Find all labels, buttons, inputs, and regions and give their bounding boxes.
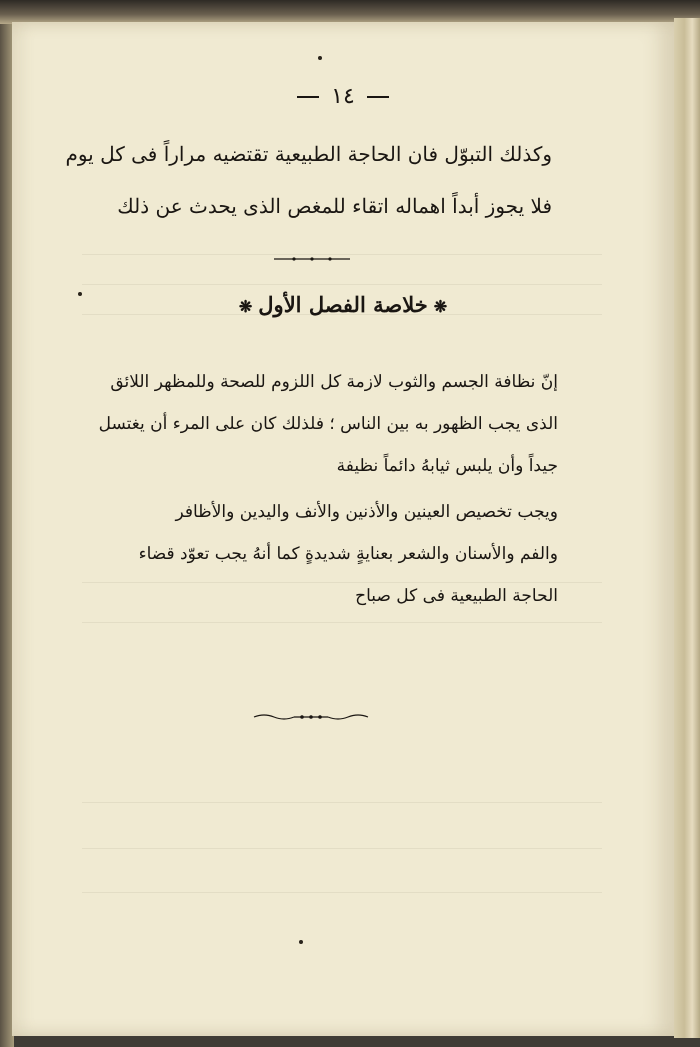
end-ornament — [252, 710, 370, 724]
summary-line-3: جيداً وأن يلبس ثيابهُ دائماً نظيفة — [336, 456, 558, 476]
section-heading-text: خلاصة الفصل الأول — [258, 292, 428, 317]
heading-ornament-icon: ❋ — [433, 297, 448, 316]
summary-line-5: والفم والأسنان والشعر بعنايةٍ شديدةٍ كما أنهُ يجب تعوّد قضاء — [138, 544, 558, 564]
bleed-through — [82, 284, 602, 285]
section-heading — [12, 292, 674, 317]
summary-line-2: الذى يجب الظهور به بين الناس ؛ فلذلك كان على المرء أن يغتسل — [98, 414, 558, 434]
page-number-text: ١٤ — [331, 84, 355, 109]
bleed-through — [82, 892, 602, 893]
ink-speck — [299, 940, 303, 944]
bleed-through — [82, 848, 602, 849]
page-content — [12, 22, 674, 1036]
summary-line-1: إنّ نظافة الجسم والثوب لازمة كل اللزوم للصحة وللمظهر اللائق — [110, 372, 558, 392]
page-number-dash — [297, 96, 319, 98]
page-number — [12, 84, 674, 109]
heading-ornament-icon: ❋ — [238, 297, 253, 316]
page-paper — [12, 22, 674, 1036]
ink-speck — [318, 56, 322, 60]
bleed-through — [82, 622, 602, 623]
bleed-through — [82, 582, 602, 583]
top-page-edge — [0, 0, 700, 24]
summary-line-6: الحاجة الطبيعية فى كل صباح — [355, 586, 558, 606]
summary-line-4: ويجب تخصيص العينين والأذنين والأنف واليدين والأظافر — [175, 502, 558, 522]
page-number-dash — [367, 96, 389, 98]
intro-line-1: وكذلك التبوّل فان الحاجة الطبيعية تقتضيه مراراً فى كل يوم — [65, 142, 552, 166]
intro-line-2: فلا يجوز أبداً اهماله اتقاء للمغص الذى يحدث عن ذلك — [117, 194, 552, 218]
page-stack-edge — [674, 18, 700, 1038]
section-divider — [272, 254, 352, 264]
bleed-through — [82, 802, 602, 803]
